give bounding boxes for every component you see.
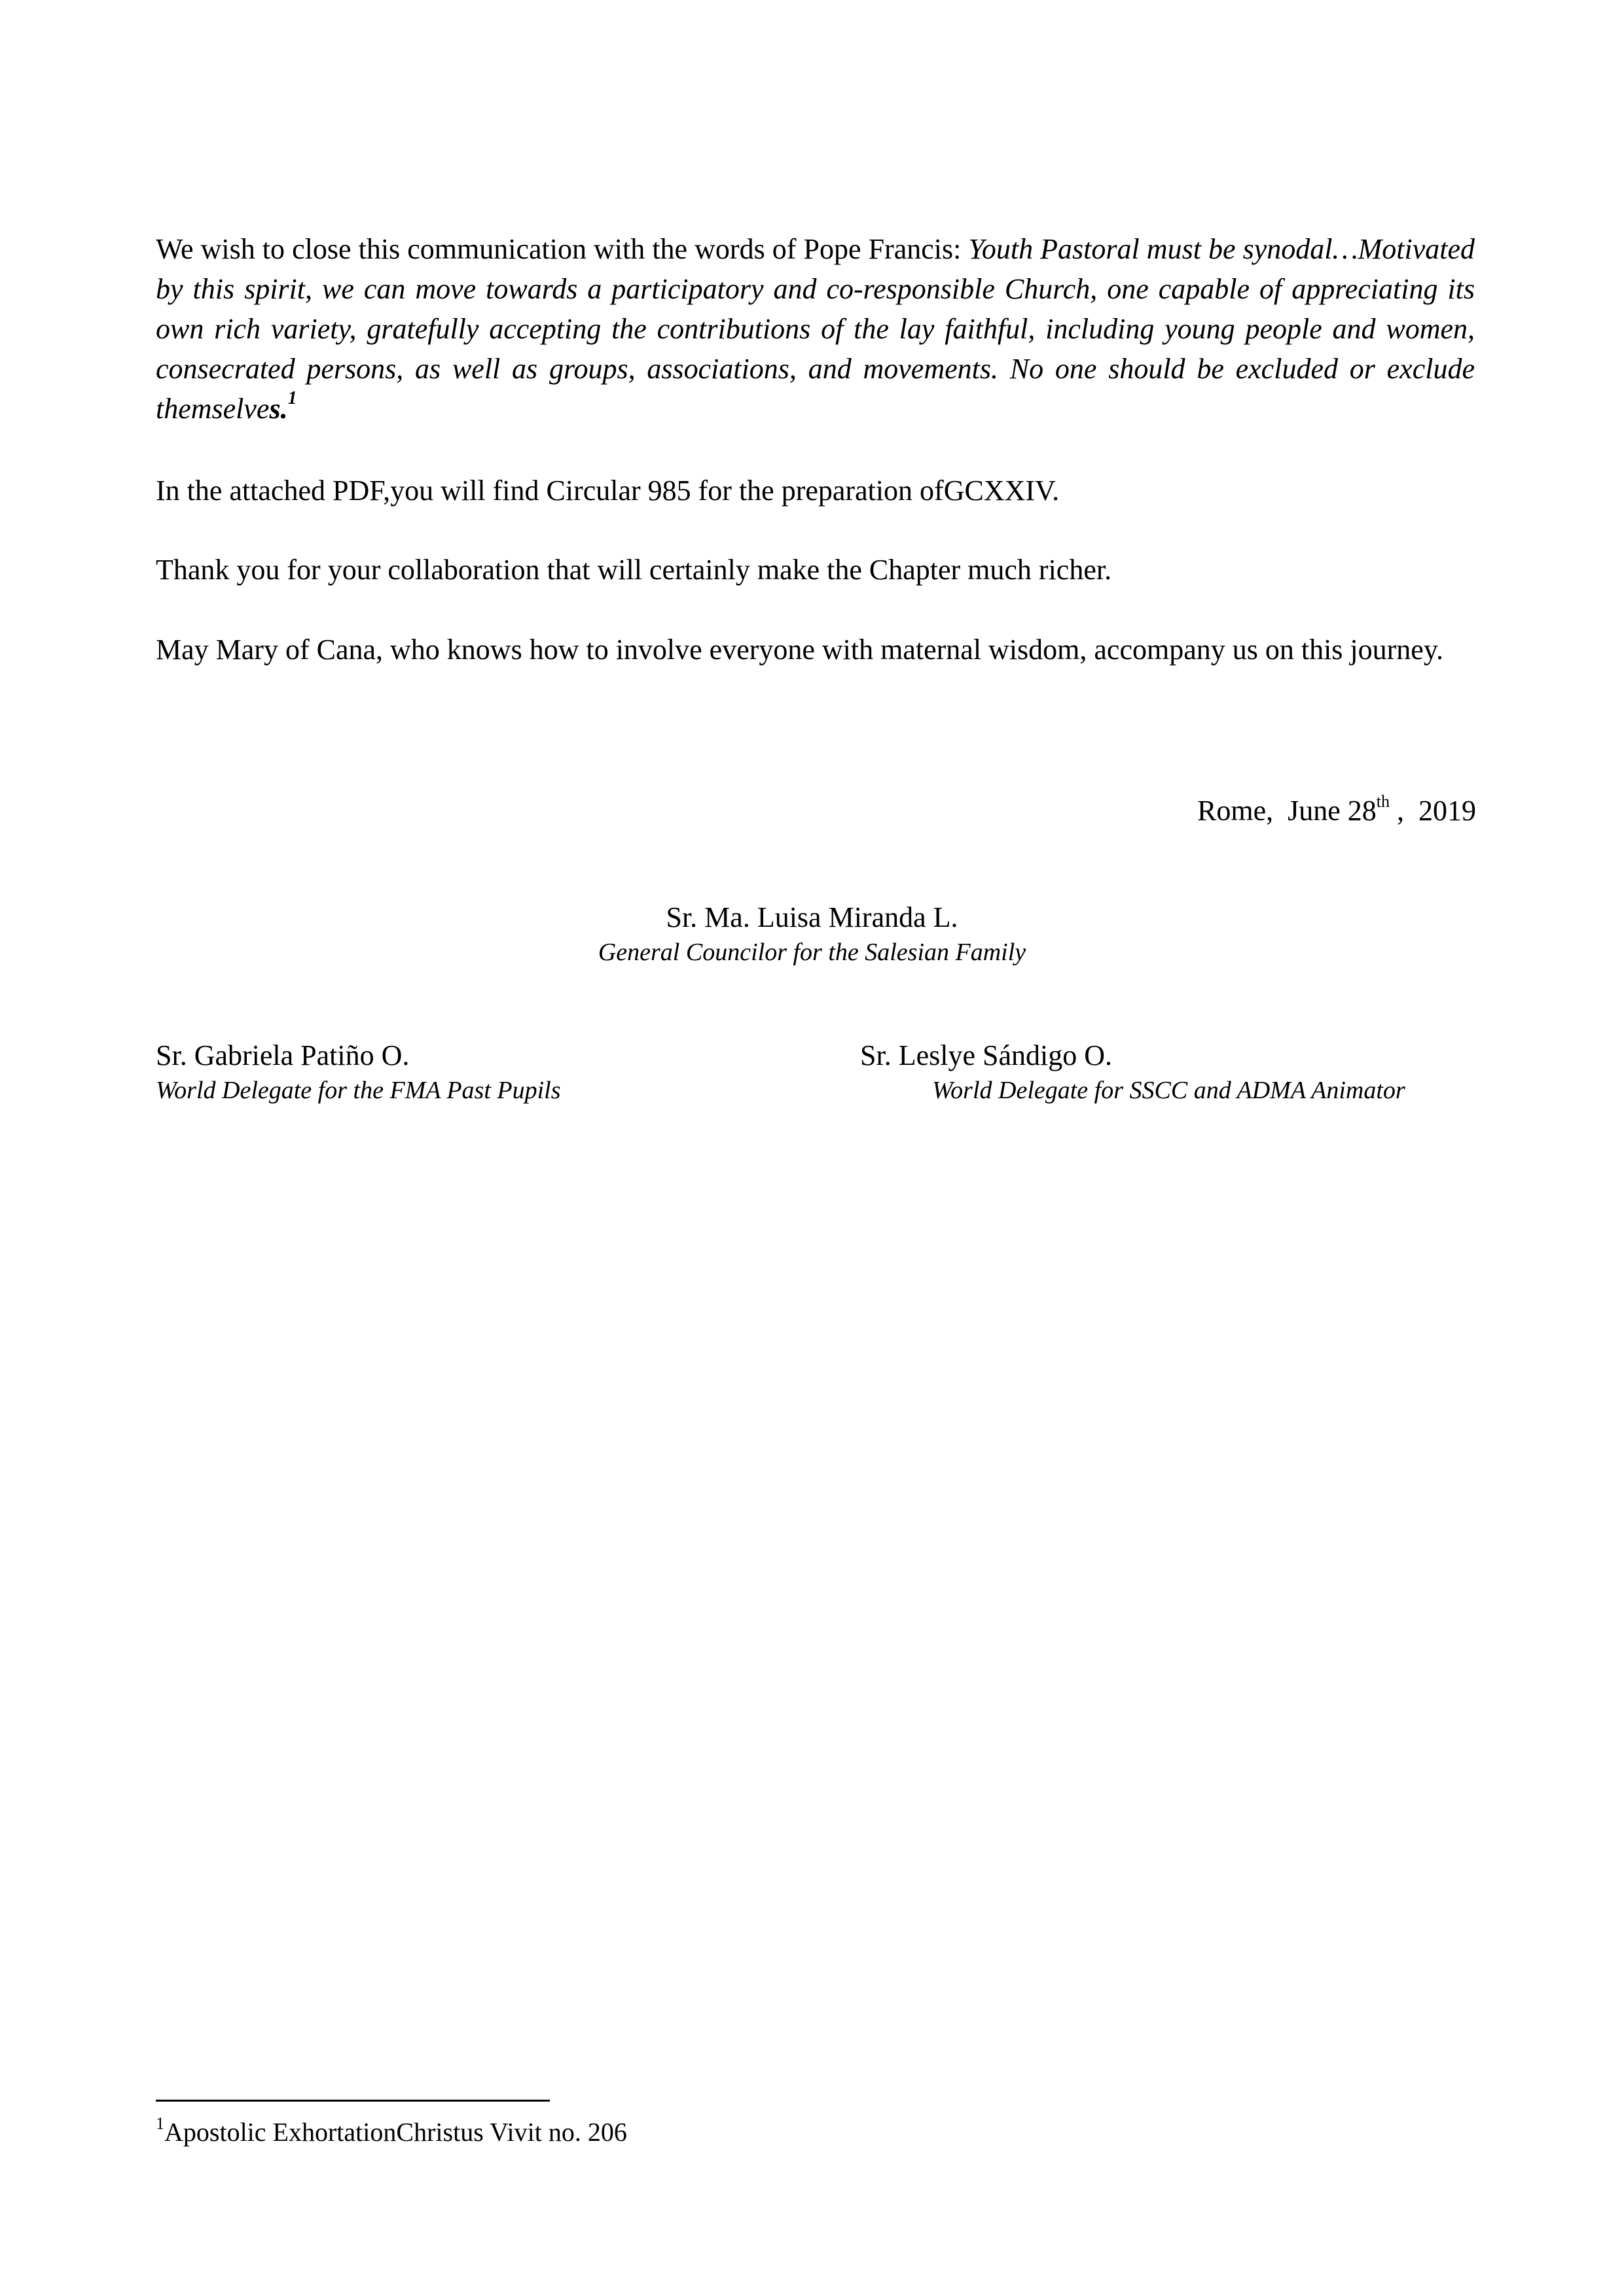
footnote-separator xyxy=(156,2100,550,2102)
date-suffix: , 2019 xyxy=(1390,795,1476,827)
signature-block-center xyxy=(0,899,1624,969)
signatory-role: General Councilor for the Salesian Family xyxy=(598,939,1026,966)
signatory-role: World Delegate for SSCC and ADMA Animator xyxy=(932,1077,1405,1104)
footnote-number: 1 xyxy=(156,2114,164,2133)
footnote-text: Apostolic ExhortationChristus Vivit no. 206 xyxy=(164,2117,627,2147)
pope-francis-quote: Youth Pastoral must be synodal…Motivated by this spirit, we can move towards a participatory and co-responsible Church, one capable of appreciating its own rich variety, gratefully accepting the contributions of the lay faithful, including young people and women, consecrated persons, as well as groups, associations, and movements. No one should be excluded or exclude themselve xyxy=(156,233,1475,425)
signatory-role: World Delegate for the FMA Past Pupils xyxy=(156,1077,561,1104)
footnote-reference: 1 xyxy=(287,388,297,408)
blessing-paragraph: May Mary of Cana, who knows how to involve everyone with maternal wisdom, accompany us on this journey. xyxy=(156,634,1443,666)
closing-paragraph xyxy=(156,229,1475,429)
date-prefix: Rome, June 28 xyxy=(1197,795,1377,827)
closing-intro-text: We wish to close this communication with the words of Pope Francis: xyxy=(156,233,969,265)
signatory-name: Sr. Ma. Luisa Miranda L. xyxy=(666,901,958,933)
attachment-paragraph: In the attached PDF,you will find Circular 985 for the preparation ofGCXXIV. xyxy=(156,475,1060,507)
signature-block-right xyxy=(860,1037,1405,1107)
signatory-name: Sr. Gabriela Patiño O. xyxy=(156,1039,410,1071)
signature-block-left xyxy=(156,1037,561,1107)
date-ordinal: th xyxy=(1376,792,1390,811)
signatory-name: Sr. Leslye Sándigo O. xyxy=(860,1039,1112,1071)
thanks-paragraph: Thank you for your collaboration that will certainly make the Chapter much richer. xyxy=(156,554,1112,586)
quote-ending: s. xyxy=(269,393,288,425)
footnote xyxy=(156,2115,627,2149)
date-line xyxy=(1197,791,1476,831)
